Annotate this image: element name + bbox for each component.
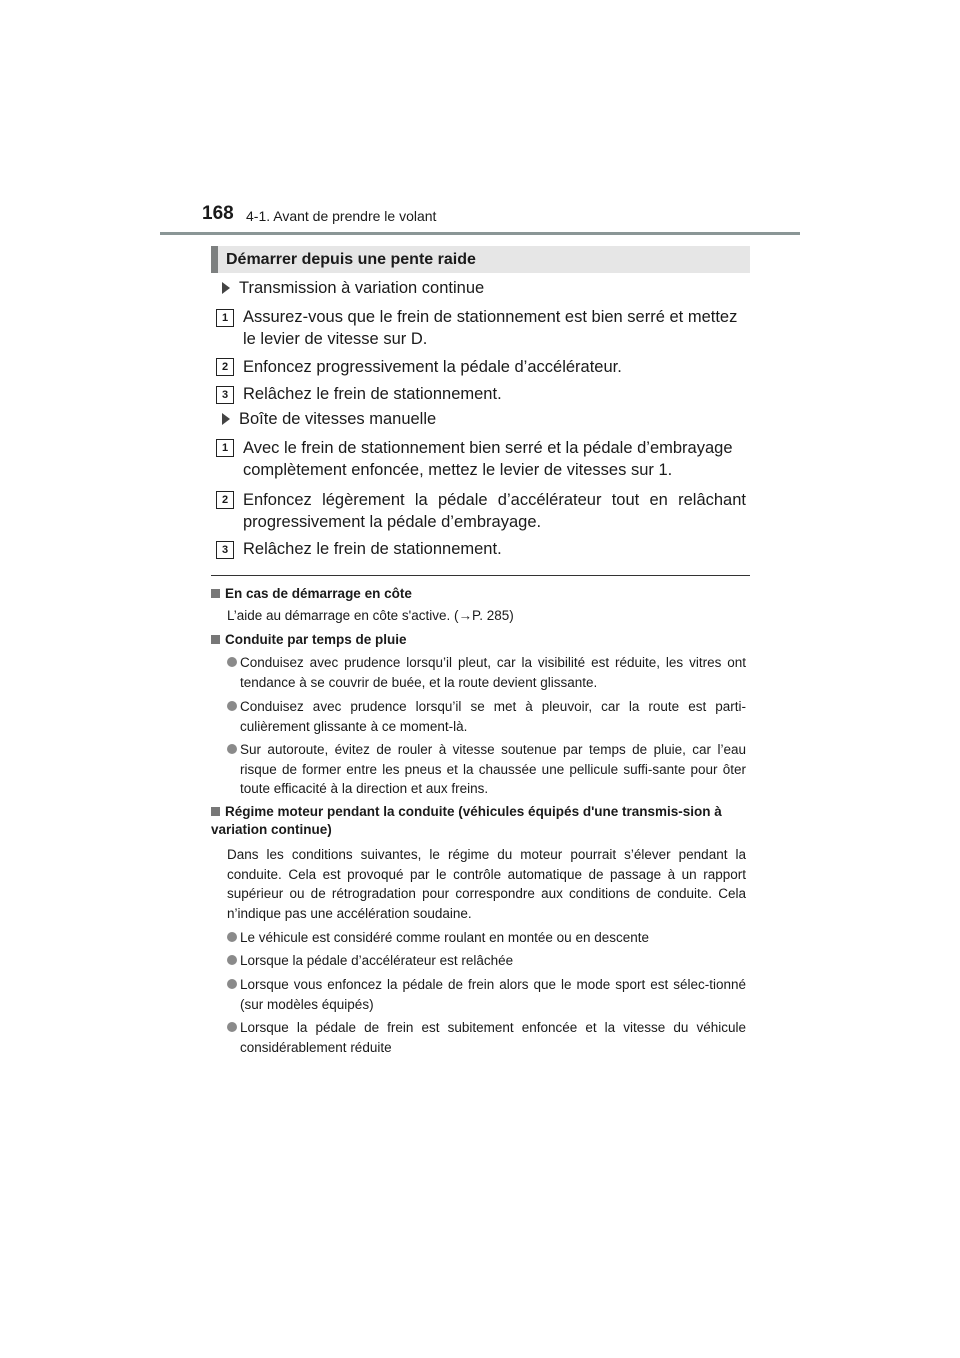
- note-hill-start-heading-text: En cas de démarrage en côte: [225, 586, 412, 601]
- bullet-dot-icon: [227, 932, 237, 942]
- list-item: [227, 928, 746, 948]
- list-item-text: Lorsque la pédale de frein est subitement enfoncée et la vitesse du véhicule considérablement réduite: [240, 1020, 746, 1055]
- square-bullet-icon: [211, 589, 220, 598]
- note-engine-speed-heading-text: Régime moteur pendant la conduite (véhicules équipés d'une transmis-sion à variation continue): [211, 804, 722, 837]
- note-hill-start-text: L’aide au démarrage en côte s'active. (→P. 285): [227, 608, 514, 623]
- page-number: 168: [202, 203, 234, 224]
- list-item: [227, 1018, 746, 1057]
- note-hill-start-heading: [211, 585, 749, 603]
- step-number-3: 3: [216, 541, 234, 559]
- list-item: [227, 653, 746, 692]
- cvt-step-2: Enfoncez progressivement la pédale d’accélérateur.: [243, 358, 622, 376]
- notes-divider: [211, 575, 750, 576]
- note-rain-heading-text: Conduite par temps de pluie: [225, 632, 407, 647]
- arrow-right-icon: [222, 282, 230, 294]
- note-rain-heading: [211, 631, 749, 649]
- step-number-2: 2: [216, 491, 234, 509]
- section-breadcrumb: 4-1. Avant de prendre le volant: [246, 208, 437, 224]
- list-item-text: Le véhicule est considéré comme roulant en montée ou en descente: [240, 930, 650, 945]
- cvt-heading-label: Transmission à variation continue: [239, 279, 485, 297]
- cvt-heading: [222, 279, 484, 298]
- list-item-text: Sur autoroute, évitez de rouler à vitesse soutenue par temps de pluie, car l’eau risque de former entre les pneus et la chaussée une pellicule suffi-sante pour ôter toute efficacité à la direction et aux freins.: [240, 742, 746, 796]
- manual-step-1: Avec le frein de stationnement bien serré et la pédale d’embrayage complètement enfoncée, mettez le levier de vitesses sur 1.: [243, 439, 733, 479]
- list-item-text: Conduisez avec prudence lorsqu’il pleut, car la visibilité est réduite, les vitres ont tendance à se couvrir de buée, et la route devient glissante.: [240, 655, 746, 690]
- step-number-1: 1: [216, 439, 234, 457]
- bullet-dot-icon: [227, 701, 237, 711]
- bullet-dot-icon: [227, 979, 237, 989]
- list-item: [227, 740, 746, 799]
- bullet-dot-icon: [227, 1022, 237, 1032]
- manual-step-2: Enfoncez légèrement la pédale d’accélérateur tout en relâchant progressivement la pédale d’embrayage.: [243, 491, 746, 531]
- list-item: [227, 975, 746, 1014]
- step-number-2: 2: [216, 358, 234, 376]
- manual-step-3: Relâchez le frein de stationnement.: [243, 540, 502, 558]
- bullet-dot-icon: [227, 744, 237, 754]
- square-bullet-icon: [211, 807, 220, 816]
- section-title-bar: [211, 246, 750, 273]
- manual-heading-label: Boîte de vitesses manuelle: [239, 410, 437, 428]
- bullet-dot-icon: [227, 955, 237, 965]
- list-item-text: Lorsque la pédale d’accélérateur est relâchée: [240, 953, 514, 968]
- bullet-dot-icon: [227, 657, 237, 667]
- manual-heading: [222, 410, 436, 429]
- cvt-step-1: Assurez-vous que le frein de stationnement est bien serré et mettez le levier de vitesse sur D.: [243, 308, 738, 348]
- step-number-3: 3: [216, 386, 234, 404]
- note-engine-speed-heading: [211, 803, 749, 839]
- list-item-text: Lorsque vous enfoncez la pédale de frein alors que le mode sport est sélec-tionné (sur modèles équipés): [240, 977, 746, 1012]
- list-item: [227, 697, 746, 736]
- cvt-step-3: Relâchez le frein de stationnement.: [243, 385, 502, 403]
- note-engine-speed-text: Dans les conditions suivantes, le régime du moteur pourrait s’élever pendant la conduite. Cela est provoqué par le contrôle automatique de passage à un rapport supérieur ou de rétrogradation pour correspondre aux conditions de conduite. Cela n’indique pas une accélération soudaine.: [227, 847, 746, 921]
- list-item-text: Conduisez avec prudence lorsqu’il se met à pleuvoir, car la route est parti-culièrement glissante à ce moment-là.: [240, 699, 746, 734]
- arrow-right-icon: [222, 413, 230, 425]
- section-title: Démarrer depuis une pente raide: [226, 251, 476, 268]
- list-item: [227, 951, 746, 971]
- section-title-accent: [211, 246, 218, 273]
- square-bullet-icon: [211, 635, 220, 644]
- step-number-1: 1: [216, 309, 234, 327]
- header-divider: [160, 232, 800, 235]
